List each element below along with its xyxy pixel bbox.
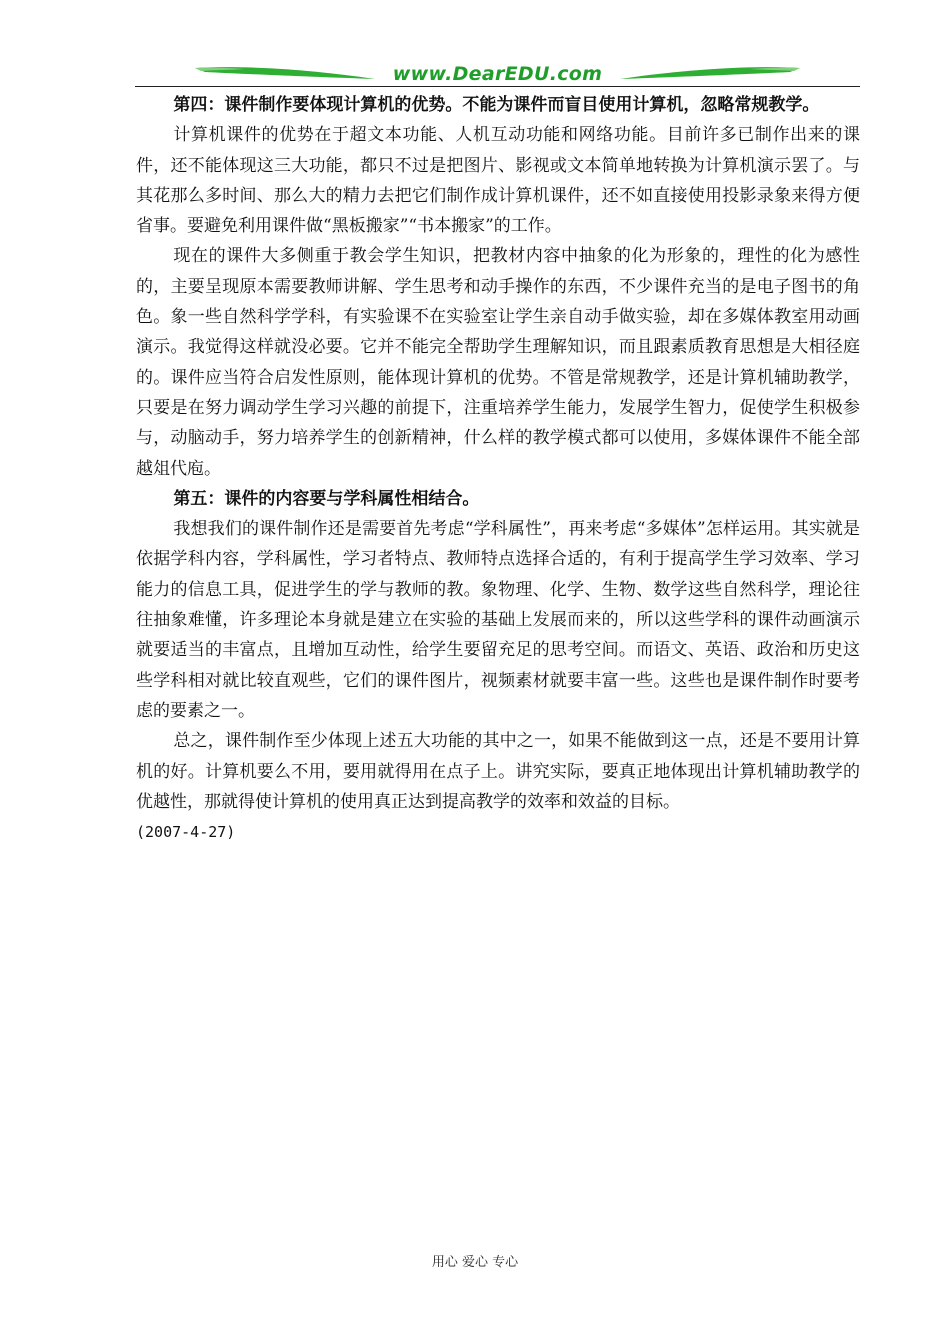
paragraph: 总之，课件制作至少体现上述五大功能的其中之一，如果不能做到这一点，还是不要用计算机的好。计算机要么不用，要用就得用在点子上。讲究实际，要真正地体现出计算机辅助教学的优越性，那就得使计算机的使用真正达到提高教学的效率和效益的目标。 — [136, 731, 860, 812]
page-footer: 用心 爱心 专心 — [431, 1255, 519, 1270]
paragraph: 计算机课件的优势在于超文本功能、人机互动功能和网络功能。目前许多已制作出来的课件，还不能体现这三大功能，都只不过是把图片、影视或文本简单地转换为计算机演示罢了。与其花那么多时间、那么大的精力去把它们制作成计算机课件，还不如直接使用投影录象来得方便省事。要避免利用课件做“黑板搬家”“书本搬家”的工作。 — [136, 125, 860, 237]
paragraph: 我想我们的课件制作还是需要首先考虑“学科属性”，再来考虑“多媒体”怎样运用。其实就是依据学科内容，学科属性，学习者特点、教师特点选择合适的，有利于提高学生学习效率、学习能力的信息工具，促进学生的学与教师的教。象物理、化学、生物、数学这些自然科学，理论往往抽象难懂，许多理论本身就是建立在实验的基础上发展而来的，所以这些学科的课件动画演示就要适当的丰富点，且增加互动性，给学生要留充足的思考空间。而语文、英语、政治和历史这些学科相对就比较直观些，它们的课件图片，视频素材就要丰富一些。这些也是课件制作时要考虑的要素之一。 — [136, 519, 860, 721]
header-divider — [135, 86, 860, 87]
document-body — [136, 90, 860, 847]
header-logo-text: www.DearEDU.com — [392, 63, 603, 85]
section-heading-4: 第四：课件制作要体现计算机的优势。不能为课件而盲目使用计算机，忽略常规教学。 — [173, 95, 820, 115]
section-heading-5: 第五：课件的内容要与学科属性相结合。 — [173, 488, 480, 509]
page-header — [135, 58, 860, 92]
document-date: (2007-4-27) — [136, 823, 236, 842]
paragraph: 现在的课件大多侧重于教会学生知识，把教材内容中抽象的化为形象的，理性的化为感性的，主要呈现原本需要教师讲解、学生思考和动手操作的东西，不少课件充当的是电子图书的角色。象一些自然科学学科，有实验课不在实验室让学生亲自动手做实验，却在多媒体教室用动画演示。我觉得这样就没必要。它并不能完全帮助学生理解知识，而且跟素质教育思想是大相径庭的。课件应当符合启发性原则，能体现计算机的优势。不管是常规教学，还是计算机辅助教学，只要是在努力调动学生学习兴趣的前提下，注重培养学生能力，发展学生智力，促使学生积极参与，动脑动手，努力培养学生的创新精神，什么样的教学模式都可以使用，多媒体课件不能全部越俎代庖。 — [136, 246, 860, 479]
